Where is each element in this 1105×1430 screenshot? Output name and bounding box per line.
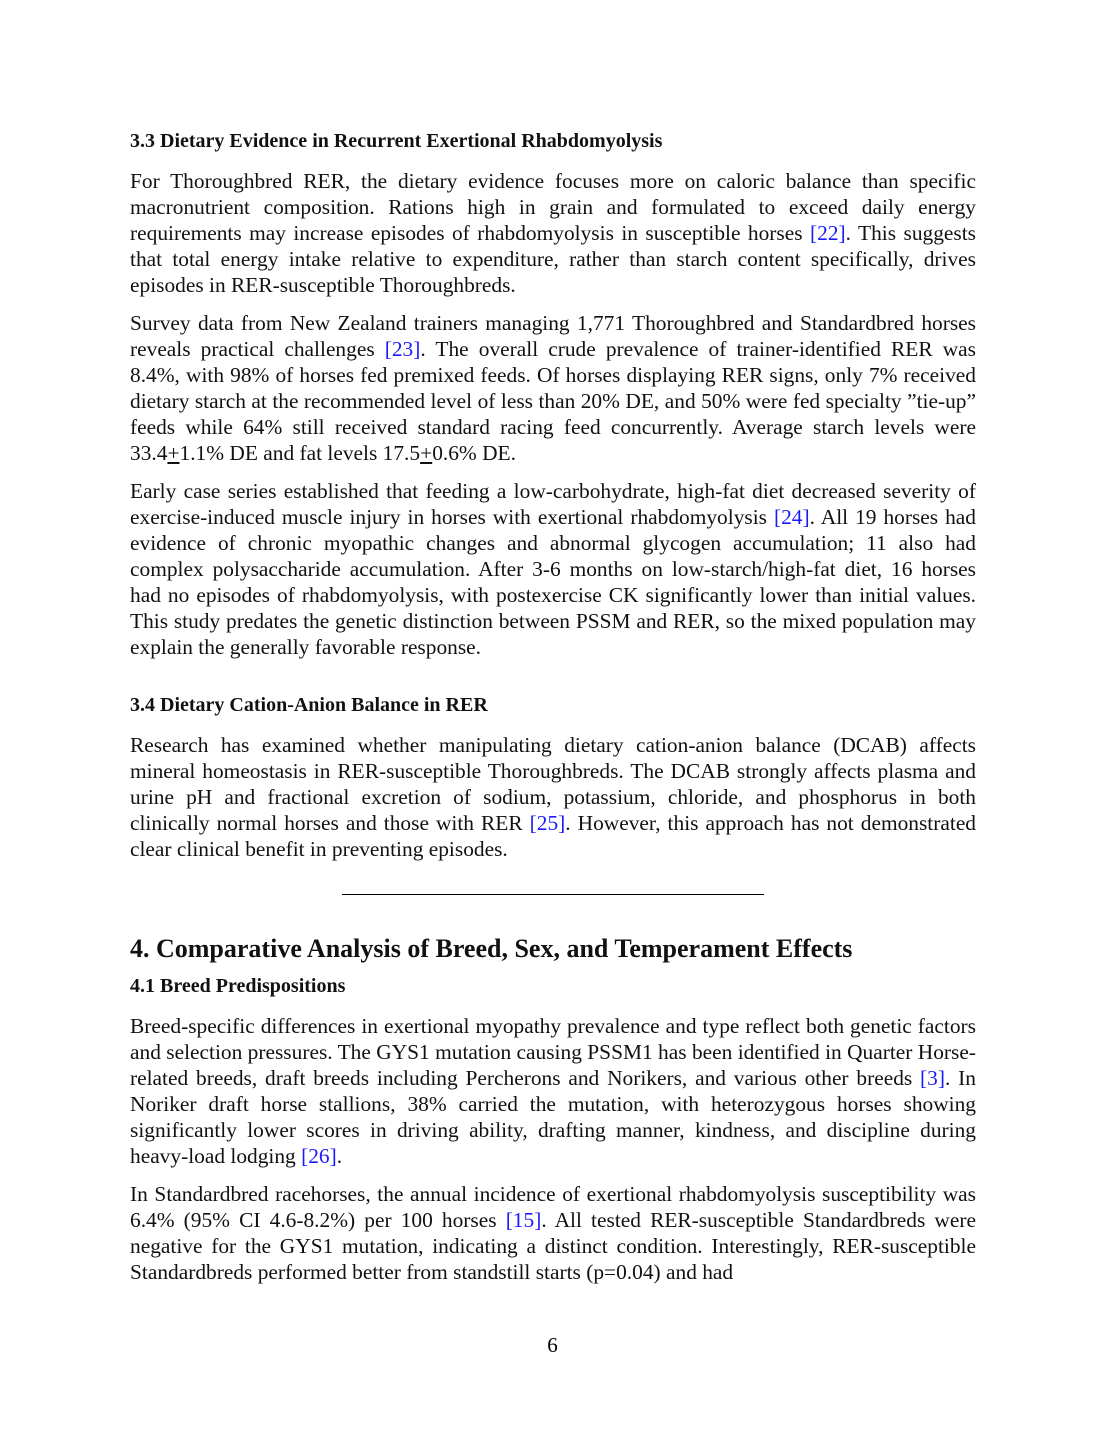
section-heading-4: 4. Comparative Analysis of Breed, Sex, and Temperament Effects	[130, 934, 853, 963]
text-run: 0.6% DE.	[432, 441, 516, 465]
paragraph-caloric-balance	[130, 168, 976, 298]
citation-link[interactable]: [23]	[384, 337, 421, 361]
citation-link[interactable]: [24]	[773, 505, 810, 529]
plus-minus-symbol: +	[167, 441, 180, 465]
paragraph-survey-data	[130, 310, 976, 466]
paragraph-standardbred	[130, 1181, 976, 1285]
plus-minus-symbol: +	[420, 441, 433, 465]
text-run: Breed-specific differences in exertional myopathy prevalence and type reflect both genetic factors and selection pressures. The GYS1 mutation causing PSSM1 has been identified in Quarter Horse-related breeds, draft breeds including Percherons and Norikers, and various other breeds	[130, 1014, 976, 1090]
text-run: Research has examined whether manipulating dietary cation-anion balance (DCAB) affects mineral homeostasis in RER-susceptible Thoroughbreds. The DCAB strongly affects plasma and urine pH and fractional excretion of sodium, potassium, chloride, and phosphorus in both clinically normal horses and those with RER	[130, 733, 976, 835]
paragraph-dcab	[130, 732, 976, 862]
text-run: . All tested RER-susceptible Standardbreds were negative for the GYS1 mutation, indicating a distinct condition. Interestingly, RER-susceptible Standardbreds performed better from standstill starts (p=0.04) and had	[130, 1208, 976, 1284]
text-run: For Thoroughbred RER, the dietary evidence focuses more on caloric balance than specific macronutrient composition. Rations high in grain and formulated to exceed daily energy requirements may increase episodes of rhabdomyolysis in susceptible horses	[130, 169, 976, 245]
subsection-heading-3-4: 3.4 Dietary Cation-Anion Balance in RER	[130, 694, 488, 716]
citation-link[interactable]: [26]	[301, 1144, 337, 1168]
text-run: . The overall crude prevalence of trainer-identified RER was 8.4%, with 98% of horses fed premixed feeds. Of horses displaying RER signs, only 7% received dietary starch at the recommended level of less than 20% DE, and 50% were fed specialty ”tie-up” feeds while 64% still received standard racing feed concurrently. Average starch levels were 33.4	[130, 337, 976, 465]
text-run: 1.1% DE and fat levels 17.5	[179, 441, 421, 465]
citation-link[interactable]: [22]	[810, 221, 846, 245]
text-run: . This suggests that total energy intake relative to expenditure, rather than starch content specifically, drives episodes in RER-susceptible Thoroughbreds.	[130, 221, 977, 297]
text-run: . However, this approach has not demonstrated clear clinical benefit in preventing episodes.	[130, 811, 977, 861]
paragraph-early-case-series	[130, 478, 976, 660]
text-run: .	[336, 1144, 343, 1168]
subsection-heading-4-1: 4.1 Breed Predispositions	[130, 975, 346, 997]
text-run: In Standardbred racehorses, the annual incidence of exertional rhabdomyolysis susceptibility was 6.4% (95% CI 4.6-8.2%) per 100 horses	[130, 1182, 976, 1232]
citation-link[interactable]: [25]	[529, 811, 566, 835]
text-run: Survey data from New Zealand trainers managing 1,771 Thoroughbred and Standardbred horses reveals practical challenges	[130, 311, 976, 361]
paragraph-breed-differences	[130, 1013, 976, 1169]
text-run: Early case series established that feeding a low-carbohydrate, high-fat diet decreased severity of exercise-induced muscle injury in horses with exertional rhabdomyolysis	[130, 479, 976, 529]
section-divider	[342, 894, 764, 895]
citation-link[interactable]: [3]	[920, 1066, 945, 1090]
page-number: 6	[547, 1333, 558, 1357]
page-content	[130, 128, 976, 1297]
subsection-heading-3-3: 3.3 Dietary Evidence in Recurrent Exertional Rhabdomyolysis	[130, 130, 663, 152]
text-run: . In Noriker draft horse stallions, 38% carried the mutation, with heterozygous horses showing significantly lower scores in driving ability, drafting manner, kindness, and discipline during heavy-load lodging	[130, 1066, 976, 1168]
text-run: . All 19 horses had evidence of chronic myopathic changes and abnormal glycogen accumulation; 11 also had complex polysaccharide accumulation. After 3-6 months on low-starch/high-fat diet, 16 horses had no episodes of rhabdomyolysis, with postexercise CK significantly lower than initial values. This study predates the genetic distinction between PSSM and RER, so the mixed population may explain the generally favorable response.	[130, 505, 977, 659]
citation-link[interactable]: [15]	[505, 1208, 542, 1232]
